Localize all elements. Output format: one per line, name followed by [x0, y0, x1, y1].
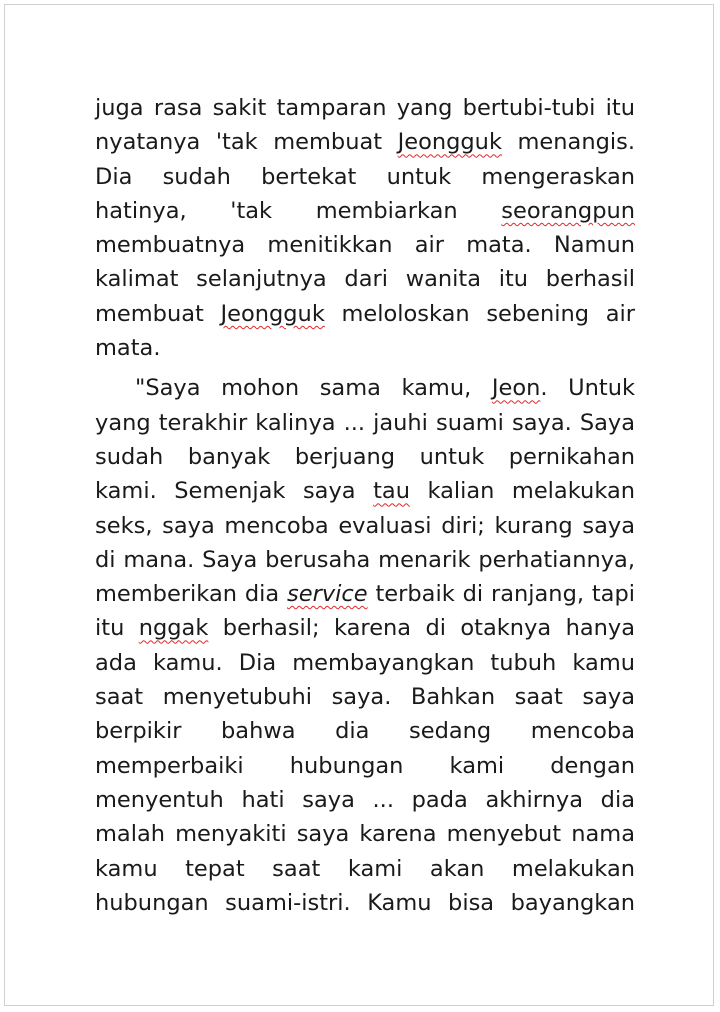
misspelled-word: Jeongguk	[397, 129, 502, 156]
text-line	[95, 749, 635, 783]
text-line	[95, 886, 635, 920]
text-segment: menyentuh hati saya ... pada akhirnya dia	[95, 786, 635, 813]
text-line	[95, 680, 635, 714]
text-segment: memperbaiki hubungan kami dengan	[95, 752, 635, 779]
text-segment: kamu tepat saat kami akan melakukan	[95, 855, 635, 882]
paragraph	[95, 371, 635, 920]
text-segment: juga rasa sakit tamparan yang bertubi-tubi itu	[95, 95, 635, 121]
text-segment: nyatanya 'tak membuat	[95, 129, 398, 156]
text-segment: yang terakhir kalinya ... jauhi suami saya. Saya	[95, 409, 635, 436]
paragraph	[95, 91, 635, 365]
text-line	[95, 194, 635, 228]
text-segment: hatinya, 'tak membiarkan	[95, 197, 502, 224]
text-segment: "Saya mohon sama kamu,	[135, 375, 492, 402]
text-line	[95, 577, 635, 611]
text-segment: meloloskan sebening air	[324, 300, 635, 327]
text-line	[95, 91, 635, 125]
text-line	[95, 297, 635, 331]
text-line	[95, 371, 635, 405]
text-segment: membuat	[95, 300, 221, 327]
text-line	[95, 852, 635, 886]
text-line	[95, 611, 635, 645]
text-segment: di mana. Saya berusaha menarik perhatiannya,	[95, 546, 635, 573]
text-segment: saat menyetubuhi saya. Bahkan saat saya	[95, 684, 635, 711]
text-line	[95, 714, 635, 748]
misspelled-word: service	[287, 581, 368, 608]
text-line	[95, 406, 635, 440]
text-line	[95, 262, 635, 296]
text-segment: . Untuk	[540, 375, 635, 402]
document-body	[95, 91, 635, 920]
text-segment: malah menyakiti saya karena menyebut nama	[95, 821, 635, 848]
text-line	[95, 440, 635, 474]
text-line	[95, 543, 635, 577]
document-page	[4, 4, 714, 1006]
text-line	[95, 474, 635, 508]
text-segment: Dia sudah bertekat untuk mengeraskan	[95, 163, 635, 190]
text-segment: kami. Semenjak saya	[95, 478, 374, 505]
text-line	[95, 646, 635, 680]
text-segment: ada kamu. Dia membayangkan tubuh kamu	[95, 649, 635, 676]
text-line	[95, 228, 635, 262]
text-line	[95, 125, 635, 159]
text-line	[95, 331, 635, 365]
text-line	[95, 509, 635, 543]
text-segment: kalian melakukan	[409, 478, 636, 505]
misspelled-word: seorangpun	[501, 197, 635, 224]
text-segment: berhasil; karena di otaknya hanya	[208, 615, 635, 642]
text-segment: hubungan suami-istri. Kamu bisa bayangkan	[95, 889, 635, 916]
text-segment: membuatnya menitikkan air mata. Namun	[95, 232, 635, 259]
misspelled-word: nggak	[138, 615, 209, 642]
text-segment: kalimat selanjutnya dari wanita itu berhasil	[95, 266, 635, 293]
text-segment: menangis.	[501, 129, 635, 156]
misspelled-word: Jeon	[491, 375, 541, 402]
text-segment: mata.	[95, 335, 161, 362]
text-line	[95, 817, 635, 851]
text-segment: seks, saya mencoba evaluasi diri; kurang saya	[95, 512, 635, 539]
text-line	[95, 783, 635, 817]
misspelled-word: Jeongguk	[220, 300, 325, 327]
text-segment: terbaik di ranjang, tapi	[367, 581, 635, 608]
text-segment: sudah banyak berjuang untuk pernikahan	[95, 443, 635, 470]
misspelled-word: tau	[373, 478, 410, 505]
text-segment: itu	[95, 615, 139, 642]
text-segment: memberikan dia	[95, 581, 288, 608]
text-segment: berpikir bahwa dia sedang mencoba	[95, 718, 635, 745]
text-line	[95, 160, 635, 194]
